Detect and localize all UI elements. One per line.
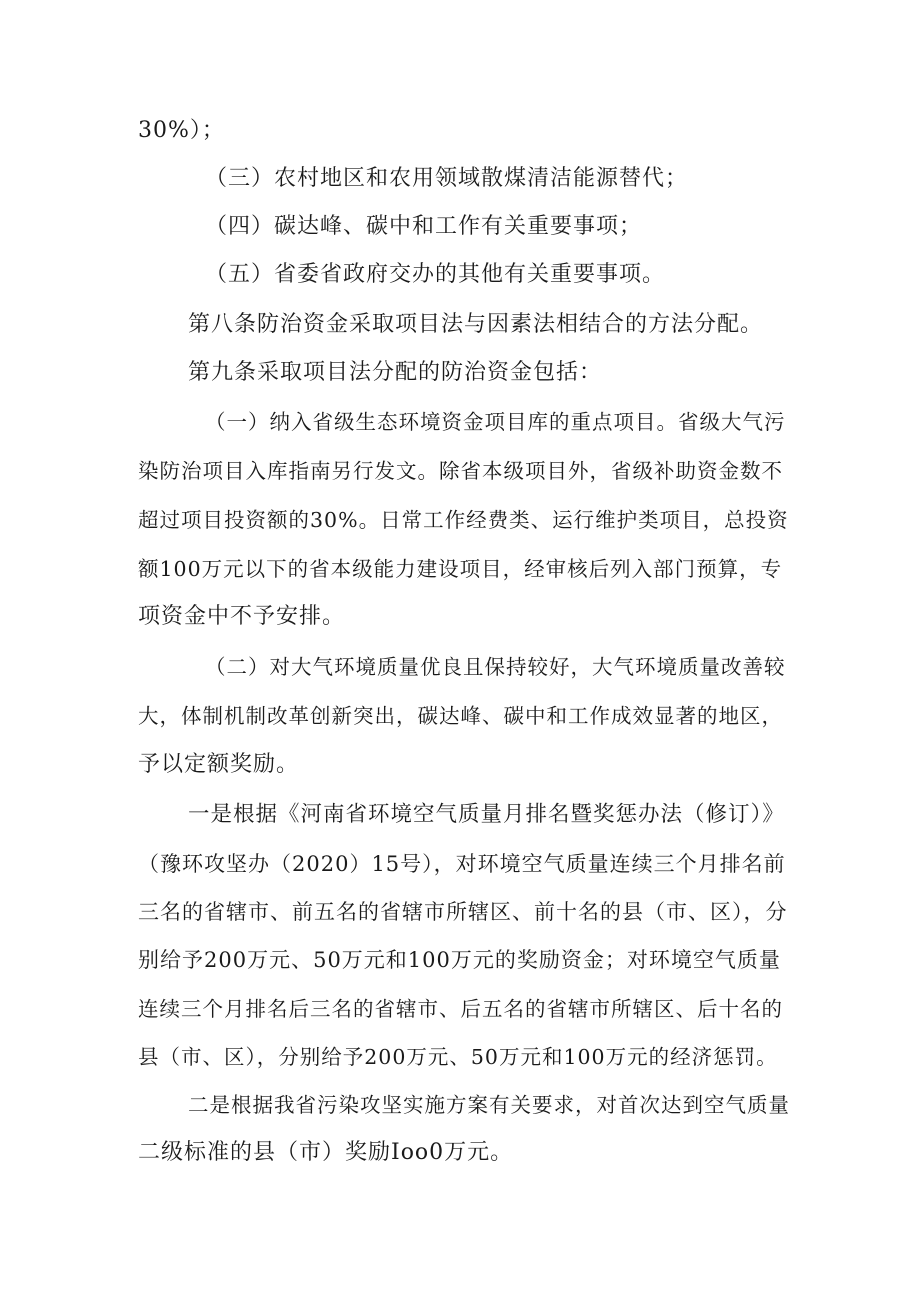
paragraph-2-line-3: 予以定额奖励。 [138,752,300,777]
paragraph-2-line-2: 大，体制机制改革创新突出，碳达峰、碳中和工作成效显著的地区， [138,704,783,728]
paragraph-1-line-3: 超过项目投资额的30%。日常工作经费类、运行维护类项目，总投资 [138,508,789,532]
paragraph-3-line-4: 别给予200万元、50万元和100万元的奖励资金；对环境空气质量 [138,948,781,972]
paragraph-3-line-6: 县（市、区），分别给予200万元、50万元和100万元的经济惩罚。 [138,1045,778,1069]
paragraph-3-line-5: 连续三个月排名后三名的省辖市、后五名的省辖市所辖区、后十名的 [138,997,783,1021]
paragraph-3-line-2: （豫环攻坚办（2020）15号），对环境空气质量连续三个月排名前 [138,852,786,876]
text-line: 30%）； [138,118,225,143]
list-item-4: （四）碳达峰、碳中和工作有关重要事项； [205,214,643,239]
article-9: 第九条采取项目法分配的防治资金包括： [188,360,603,385]
paragraph-4-line-2: 二级标准的县（市）奖励Ioo0万元。 [138,1140,514,1165]
article-8: 第八条防治资金采取项目法与因素法相结合的方法分配。 [188,312,764,337]
paragraph-1-line-5: 项资金中不予安排。 [138,604,346,629]
paragraph-3-line-1: 一是根据《河南省环境空气质量月排名暨奖惩办法（修订）》 [188,802,785,827]
paragraph-1-line-1: （一）纳入省级生态环境资金项目库的重点项目。省级大气污 [205,410,786,434]
paragraph-3-line-3: 三名的省辖市、前五名的省辖市所辖区、前十名的县（市、区），分 [138,900,788,924]
paragraph-2-line-1: （二）对大气环境质量优良且保持较好，大气环境质量改善较 [205,655,786,679]
list-item-3: （三）农村地区和农用领域散煤清洁能源替代； [205,166,689,191]
paragraph-1-line-4: 额100万元以下的省本级能力建设项目，经审核后列入部门预算，专 [138,557,783,581]
paragraph-1-line-2: 染防治项目入库指南另行发文。除省本级项目外，省级补助资金数不 [138,459,783,483]
list-item-5: （五）省委省政府交办的其他有关重要事项。 [205,262,666,287]
paragraph-4-line-1: 二是根据我省污染攻坚实施方案有关要求，对首次达到空气质量 [188,1093,790,1117]
